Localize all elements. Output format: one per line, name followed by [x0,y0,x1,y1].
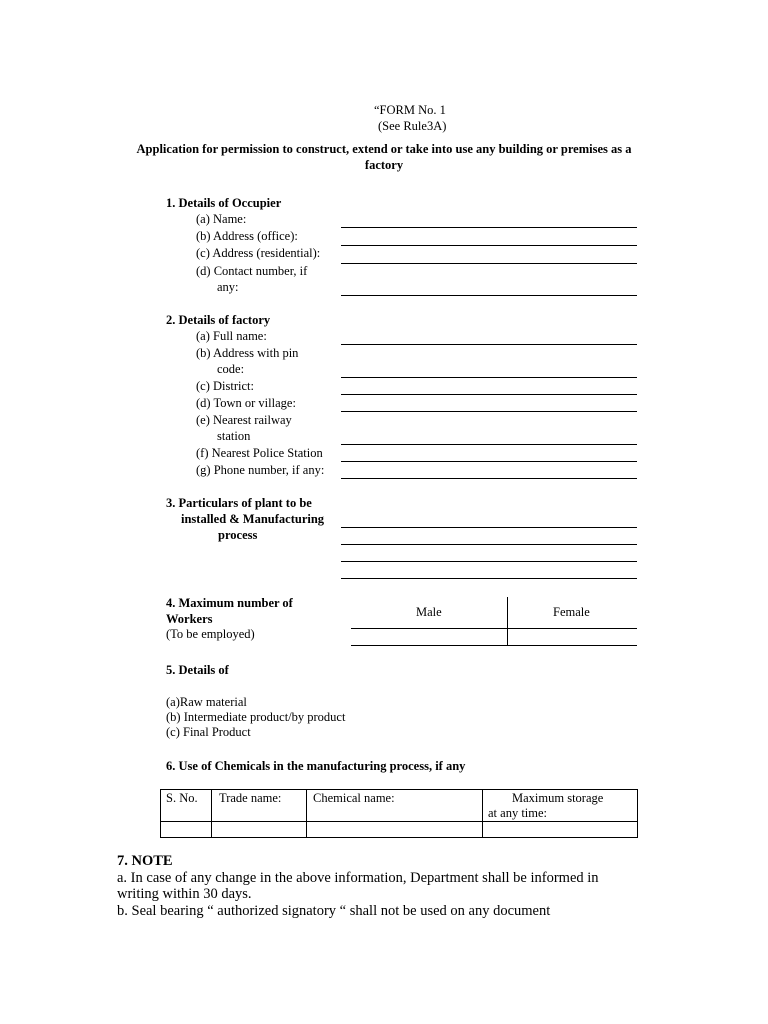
factory-police-station-field[interactable] [341,461,637,462]
section2-item-f: (f) Nearest Police Station [196,446,323,460]
form-title-line2: factory [364,158,404,172]
plant-field-3[interactable] [341,561,637,562]
workers-header-rule [351,628,637,629]
note-a-line2: writing within 30 days. [117,886,252,902]
occupier-office-address-field[interactable] [341,245,637,246]
factory-address-field[interactable] [341,377,637,378]
note-a-line1: a. In case of any change in the above information, Department shall be informed in [117,870,599,886]
section5-item-a: (a)Raw material [166,695,247,709]
section3-line3: process [218,528,258,542]
chemicals-col-trade: Trade name: [219,791,282,805]
section4-line3: (To be employed) [166,627,255,641]
chemicals-cell-storage[interactable] [483,822,636,836]
section4-line2: Workers [166,612,213,626]
workers-count-row[interactable] [351,645,637,646]
section5-item-b: (b) Intermediate product/by product [166,710,346,724]
section2-item-b-cont: code: [217,362,245,376]
chemicals-col-sno: S. No. [166,791,198,805]
plant-field-1[interactable] [341,527,637,528]
section2-item-b: (b) Address with pin [196,346,299,360]
factory-phone-field[interactable] [341,478,637,479]
chemicals-table-right [637,789,638,837]
workers-male-header: Male [416,605,442,619]
section2-item-e-cont: station [217,429,251,443]
section2-item-g: (g) Phone number, if any: [196,463,325,477]
section1-item-a: (a) Name: [196,212,247,226]
section2-item-a: (a) Full name: [196,329,267,343]
section5-heading: 5. Details of [166,663,229,677]
section5-item-c: (c) Final Product [166,725,251,739]
factory-district-field[interactable] [341,394,637,395]
section1-item-b: (b) Address (office): [196,229,298,243]
section2-heading: 2. Details of factory [166,313,271,327]
chemicals-table-bottom [160,837,638,838]
section3-line1: 3. Particulars of plant to be [166,496,312,510]
chemicals-col-storage-1: Maximum storage [512,791,604,805]
section1-item-d: (d) Contact number, if [196,264,308,278]
chemicals-cell-trade[interactable] [212,822,305,836]
note-b: b. Seal bearing “ authorized signatory “ shall not be used on any document [117,903,551,919]
section3-line2: installed & Manufacturing [181,512,325,526]
workers-female-header: Female [553,605,590,619]
occupier-name-field[interactable] [341,227,637,228]
occupier-contact-field[interactable] [341,295,637,296]
factory-town-field[interactable] [341,411,637,412]
form-title-line1: Application for permission to construct, extend or take into use any building or premises as a [136,142,632,156]
plant-field-4[interactable] [341,578,637,579]
factory-name-field[interactable] [341,344,637,345]
section2-item-d: (d) Town or village: [196,396,296,410]
form-number: “FORM No. 1 [374,103,446,117]
chemicals-col-chemical: Chemical name: [313,791,395,805]
chemicals-cell-chemical[interactable] [307,822,481,836]
chemicals-col-storage-2: at any time: [488,806,548,820]
workers-column-divider [507,597,508,645]
section1-heading: 1. Details of Occupier [166,196,282,210]
section4-line1: 4. Maximum number of [166,596,293,610]
section2-item-e: (e) Nearest railway [196,413,292,427]
plant-field-2[interactable] [341,544,637,545]
section2-item-c: (c) District: [196,379,254,393]
chemicals-table-top [160,789,638,790]
occupier-residential-address-field[interactable] [341,263,637,264]
chemicals-cell-sno[interactable] [161,822,210,836]
section1-item-c: (c) Address (residential): [196,246,321,260]
factory-railway-field[interactable] [341,444,637,445]
section1-item-d-cont: any: [217,280,239,294]
see-rule: (See Rule3A) [378,119,447,133]
note-heading: 7. NOTE [117,853,173,869]
section6-heading: 6. Use of Chemicals in the manufacturing process, if any [166,759,466,773]
